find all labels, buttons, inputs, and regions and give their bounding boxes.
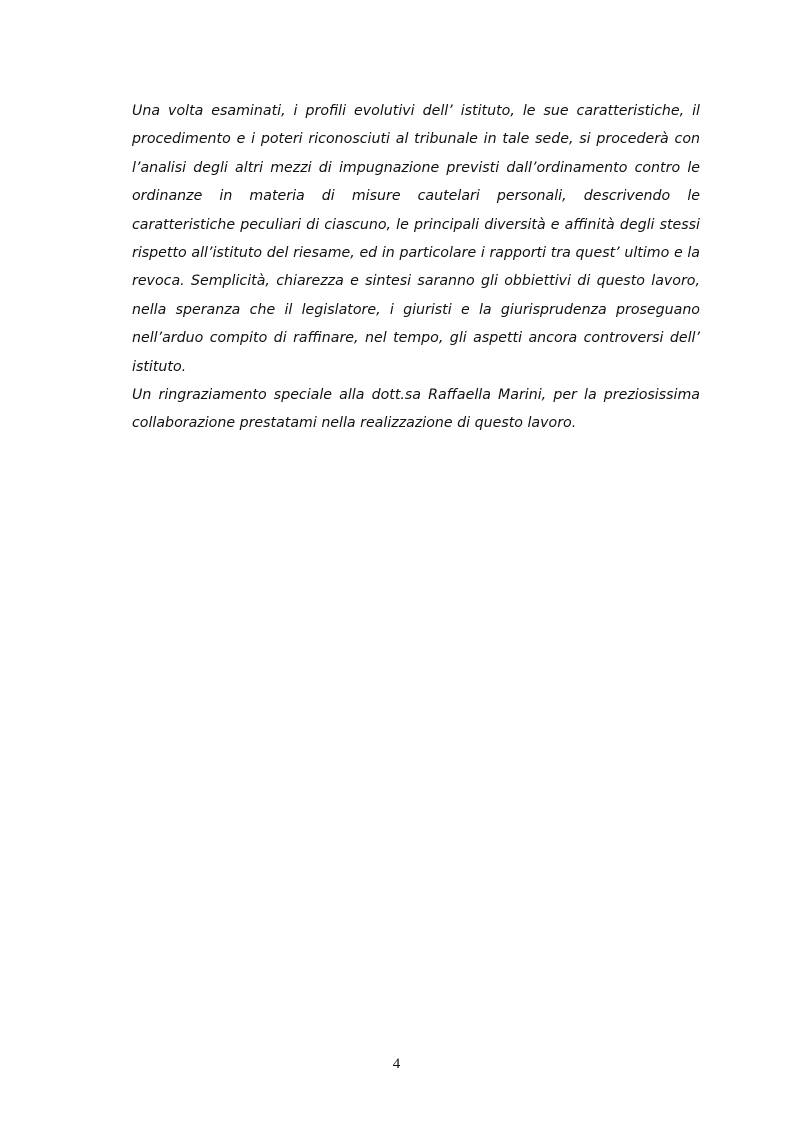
paragraph-acknowledgement: Un ringraziamento speciale alla dott.sa Raffaella Marini, per la preziosissima collaborazione prestatami nella realizzazione di questo lavoro. [132, 387, 700, 432]
page-number: 4 [392, 1056, 401, 1072]
body-text [132, 97, 700, 438]
paragraph-intro: Una volta esaminati, i profili evolutivi dell’ istituto, le sue caratteristiche, il procedimento e i poteri riconosciuti al tribunale in tale sede, si procederà con l’analisi degli altri mezzi di impugnazione previsti dall’ordinamento contro le ordinanze in materia di misure cautelari personali, descrivendo le caratteristiche peculiari di ciascuno, le principali diversità e affinità degli stessi rispetto all’istituto del riesame, ed in particolare i rapporti tra quest’ ultimo e la revoca. Semplicità, chiarezza e sintesi saranno gli obbiettivi di questo lavoro, nella speranza che il legislatore, i giuristi e la giurisprudenza proseguano nell’arduo compito di raffinare, nel tempo, gli aspetti ancora controversi dell’ istituto. [132, 103, 700, 375]
